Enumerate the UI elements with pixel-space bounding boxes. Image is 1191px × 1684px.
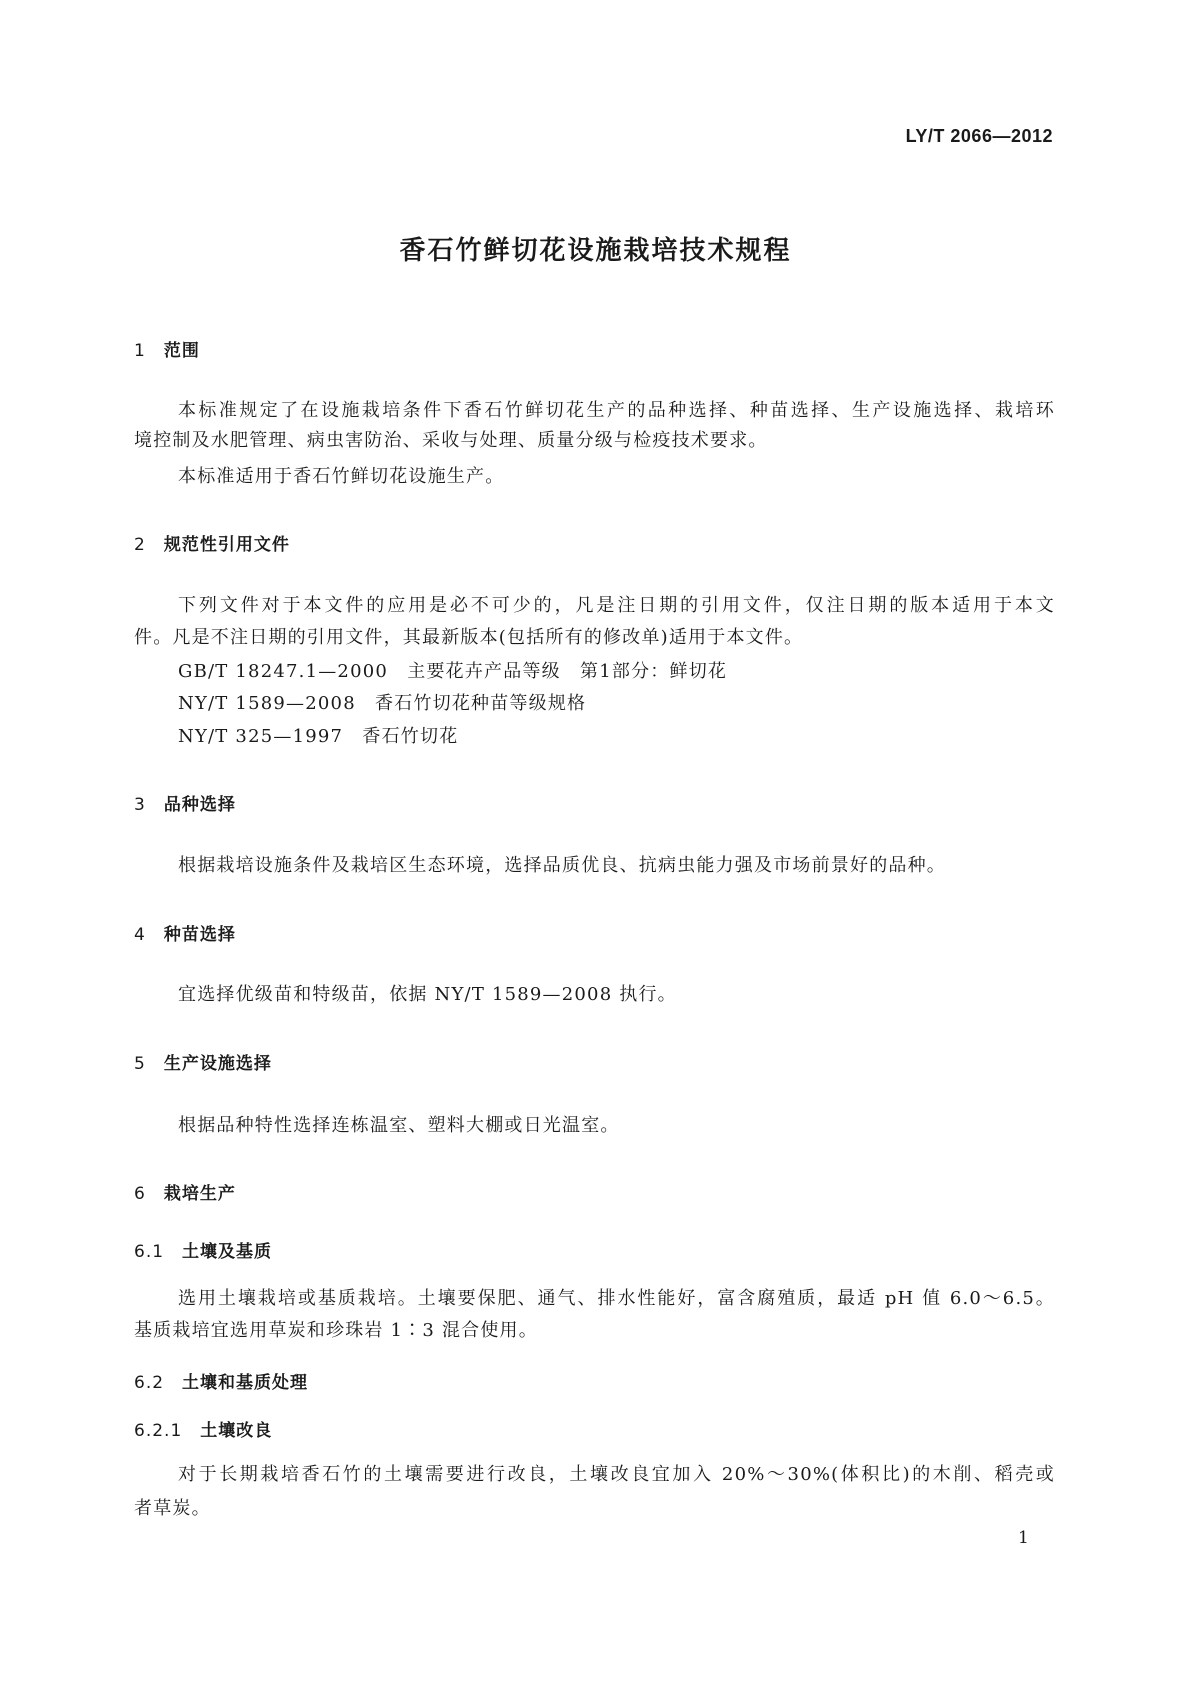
paragraph-line: 本标准规定了在设施栽培条件下香石竹鲜切花生产的品种选择、种苗选择、生产设施选择、栽培环	[178, 400, 1055, 421]
paragraph-line: 者草炭。	[134, 1498, 211, 1519]
section-title: 土壤改良	[200, 1421, 273, 1441]
section-number: 6	[134, 1184, 146, 1204]
section-title: 生产设施选择	[163, 1054, 272, 1074]
section-title: 土壤和基质处理	[182, 1373, 309, 1393]
paragraph-line: 根据栽培设施条件及栽培区生态环境，选择品质优良、抗病虫能力强及市场前景好的品种。	[178, 855, 946, 876]
section-3-heading	[134, 790, 236, 815]
paragraph-line: 件。凡是不注日期的引用文件，其最新版本(包括所有的修改单)适用于本文件。	[134, 627, 804, 648]
section-4-heading	[134, 920, 236, 945]
section-number: 4	[134, 925, 146, 945]
section-number: 6.2	[134, 1373, 165, 1393]
paragraph-line: 根据品种特性选择连栋温室、塑料大棚或日光温室。	[178, 1115, 620, 1136]
paragraph-line: 宜选择优级苗和特级苗，依据 NY/T 1589—2008 执行。	[178, 984, 677, 1005]
section-1-heading	[134, 336, 200, 361]
paragraph-line: 基质栽培宜选用草炭和珍珠岩 1∶3 混合使用。	[134, 1320, 538, 1341]
section-6-heading	[134, 1179, 236, 1204]
section-title: 规范性引用文件	[163, 535, 290, 555]
section-number: 6.2.1	[134, 1421, 183, 1441]
paragraph-line: 下列文件对于本文件的应用是必不可少的，凡是注日期的引用文件，仅注日期的版本适用于本文	[178, 595, 1055, 616]
section-title: 栽培生产	[163, 1184, 236, 1204]
section-5-heading	[134, 1049, 272, 1074]
paragraph-line: 选用土壤栽培或基质栽培。土壤要保肥、通气、排水性能好，富含腐殖质，最适 pH 值 6.0～6.5。	[178, 1288, 1055, 1309]
standard-number: LY/T 2066—2012	[905, 126, 1053, 146]
section-title: 土壤及基质	[182, 1242, 273, 1262]
section-number: 2	[134, 535, 146, 555]
section-number: 1	[134, 341, 146, 361]
reference-item: NY/T 1589—2008 香石竹切花种苗等级规格	[178, 693, 587, 714]
section-title: 种苗选择	[163, 925, 236, 945]
section-2-heading	[134, 530, 290, 555]
section-6-1-heading	[134, 1237, 272, 1262]
reference-item: GB/T 18247.1—2000 主要花卉产品等级 第1部分：鲜切花	[178, 661, 728, 682]
page-number: 1	[1018, 1528, 1029, 1548]
section-number: 3	[134, 795, 146, 815]
paragraph-line: 境控制及水肥管理、病虫害防治、采收与处理、质量分级与检疫技术要求。	[134, 430, 768, 451]
paragraph-line: 本标准适用于香石竹鲜切花设施生产。	[178, 466, 505, 487]
section-title: 范围	[163, 341, 200, 361]
section-title: 品种选择	[163, 795, 236, 815]
document-title: 香石竹鲜切花设施栽培技术规程	[399, 236, 792, 266]
section-6-2-1-heading	[134, 1416, 272, 1441]
section-6-2-heading	[134, 1368, 308, 1393]
paragraph-line: 对于长期栽培香石竹的土壤需要进行改良，土壤改良宜加入 20%～30%(体积比)的木削、稻壳或	[178, 1464, 1055, 1485]
reference-item: NY/T 325—1997 香石竹切花	[178, 726, 459, 747]
section-number: 5	[134, 1054, 146, 1074]
section-number: 6.1	[134, 1242, 165, 1262]
